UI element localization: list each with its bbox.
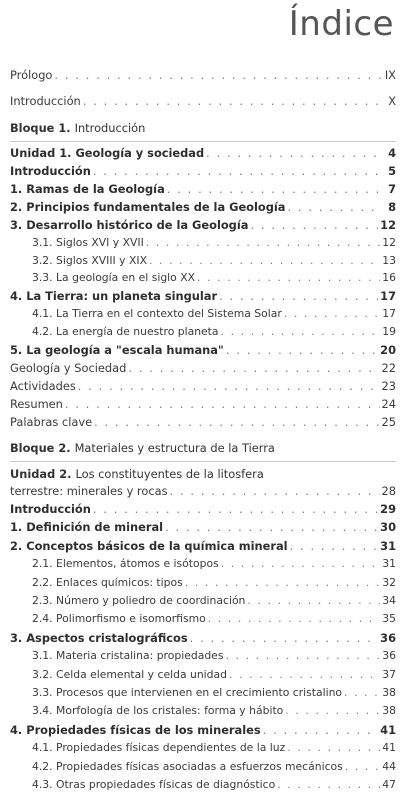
toc-page-number: 35	[382, 612, 396, 626]
dot-leader	[78, 379, 380, 393]
toc-page-number: 12	[380, 217, 396, 232]
toc-page-number: 20	[380, 343, 396, 357]
toc-entry-title: 4.1. Propiedades físicas dependientes de la luz	[32, 741, 286, 755]
toc-page-number: 37	[382, 667, 396, 681]
dot-leader	[226, 343, 378, 357]
dot-leader	[345, 760, 381, 773]
toc-entry[interactable]	[0, 397, 406, 413]
toc-page-number: 24	[381, 396, 396, 411]
toc-page-number: 19	[382, 325, 396, 339]
toc-page-number: 7	[388, 181, 396, 196]
toc-entry[interactable]	[0, 760, 406, 776]
toc-entry-title: Geología y Sociedad	[10, 360, 127, 375]
dot-leader	[93, 164, 382, 178]
bloque-2-heading-label: Bloque 2.	[10, 441, 75, 455]
toc-entry-title: terrestre: minerales y rocas	[10, 484, 168, 498]
toc-entry[interactable]	[0, 686, 406, 702]
toc-entry[interactable]	[0, 236, 406, 252]
toc-entry[interactable]	[0, 182, 406, 198]
toc-entry-title: 2.2. Enlaces químicos: tipos	[32, 575, 183, 589]
dot-leader	[94, 415, 379, 429]
toc-page-number: 32	[382, 575, 396, 589]
toc-entry-title: 3.4. Morfología de los cristales: forma y hábito	[32, 704, 284, 718]
toc-page-number: 30	[380, 520, 396, 535]
dot-leader	[170, 484, 380, 498]
toc-entry-title: 3.1. Materia cristalina: propiedades	[32, 649, 224, 663]
toc-page-number: 23	[381, 378, 396, 393]
toc-entry[interactable]	[0, 594, 406, 610]
dot-leader	[285, 704, 380, 717]
dot-leader	[83, 94, 382, 108]
toc-entry-title: 4.1. La Tierra en el contexto del Sistema Solar	[32, 307, 282, 321]
divider	[10, 461, 396, 462]
toc-page-number: 38	[382, 686, 396, 699]
toc-page-number: IX	[384, 68, 396, 82]
bloque-2-heading	[10, 441, 275, 455]
dot-leader	[221, 325, 381, 338]
page-title: Índice	[288, 4, 394, 44]
toc-entry[interactable]	[0, 415, 406, 431]
dot-leader	[225, 649, 380, 662]
toc-entry[interactable]	[0, 325, 406, 341]
dot-leader	[149, 254, 380, 267]
toc-entry-title: 3.2. Celda elemental y celda unidad	[32, 667, 227, 681]
toc-entry-title: 5. La geología a "escala humana"	[10, 343, 224, 357]
toc-page-number: 22	[381, 360, 396, 375]
toc-entry[interactable]	[0, 218, 406, 234]
toc-entry[interactable]	[0, 484, 406, 500]
divider	[10, 141, 396, 142]
bloque-1-heading-label: Bloque 1.	[10, 121, 75, 135]
dot-leader	[247, 594, 380, 607]
dot-leader	[65, 397, 380, 411]
toc-page-number: 38	[382, 704, 396, 718]
toc-page-number: 5	[388, 164, 396, 178]
toc-entry[interactable]	[0, 741, 406, 757]
dot-leader	[167, 182, 382, 196]
toc-entry-title: 3. Desarrollo histórico de la Geología	[10, 217, 249, 232]
dot-leader	[54, 68, 382, 82]
dot-leader	[290, 539, 379, 553]
toc-entry[interactable]	[0, 94, 406, 110]
toc-entry-title: 4.2. Propiedades físicas asociadas a esfuerzos mecánicos	[32, 759, 343, 773]
toc-entry[interactable]	[0, 704, 406, 720]
toc-entry-title: 1. Ramas de la Geología	[10, 181, 165, 196]
toc-entry-title: Introducción	[10, 164, 91, 178]
dot-leader	[185, 576, 381, 589]
toc-page-number: 36	[380, 630, 396, 645]
toc-entry-title: 3.3. Procesos que intervienen en el crecimiento cristalino	[32, 686, 343, 699]
toc-entry-title: Resumen	[10, 396, 63, 411]
toc-entry-title: 2. Conceptos básicos de la química mineral	[10, 538, 288, 553]
toc-entry[interactable]	[0, 361, 406, 377]
toc-entry[interactable]	[0, 146, 406, 162]
toc-entry-title: Unidad 1. Geología y sociedad	[10, 146, 205, 160]
unidad-2-title	[10, 467, 264, 481]
dot-leader	[93, 502, 378, 516]
toc-entry-title: 3.3. La geología en el siglo XX	[32, 271, 196, 285]
toc-entry[interactable]	[0, 723, 406, 739]
toc-entry-title: 2. Principios fundamentales de la Geología	[10, 199, 286, 214]
toc-entry-title: Actividades	[10, 378, 76, 393]
toc-entry-title: 4.3. Otras propiedades físicas de diagnóstico	[32, 778, 276, 791]
toc-entry[interactable]	[0, 576, 406, 592]
unidad-2-label: Unidad 2.	[10, 467, 76, 481]
toc-page-number: 13	[382, 253, 396, 267]
toc-entry-title: 3. Aspectos cristalográficos	[10, 630, 188, 645]
toc-entry-title: 4. La Tierra: un planeta singular	[10, 289, 218, 304]
toc-entry[interactable]	[0, 254, 406, 270]
dot-leader	[263, 723, 379, 737]
toc-entry[interactable]	[0, 539, 406, 555]
bloque-1-heading-title: Introducción	[74, 121, 146, 135]
dot-leader	[165, 520, 378, 534]
toc-page-number: 16	[382, 271, 396, 285]
dot-leader	[250, 218, 378, 232]
toc-entry[interactable]	[0, 612, 406, 628]
toc-page-number: 31	[380, 538, 396, 553]
toc-page-number: 41	[382, 741, 396, 755]
toc-page-number: X	[388, 94, 396, 108]
toc-entry[interactable]	[0, 343, 406, 359]
toc-entry[interactable]	[0, 649, 406, 665]
toc-entry[interactable]	[0, 307, 406, 323]
toc-entry[interactable]	[0, 520, 406, 536]
toc-entry-title: 1. Definición de mineral	[10, 520, 164, 535]
toc-entry[interactable]	[0, 200, 406, 216]
bloque-1-heading	[10, 121, 145, 135]
bloque-2-heading-title: Materiales y estructura de la Tierra	[74, 441, 275, 455]
toc-entry-title: 2.1. Elementos, átomos e isótopos	[32, 557, 219, 571]
toc-page-number: 29	[380, 502, 396, 516]
toc-entry-title: Palabras clave	[10, 414, 93, 429]
dot-leader	[197, 271, 380, 284]
toc-page-number: 17	[380, 289, 396, 304]
toc-entry-title: 4.2. La energía de nuestro planeta	[32, 325, 219, 339]
toc-entry[interactable]	[0, 557, 406, 573]
dot-leader	[287, 200, 382, 214]
toc-page-number: 12	[382, 235, 396, 249]
toc-page-number: 28	[381, 484, 396, 498]
dot-leader	[221, 557, 381, 570]
unidad-2-title-text: Los constituyentes de la litosfera	[75, 467, 264, 481]
dot-leader	[206, 146, 382, 160]
toc-page-number: 44	[382, 759, 396, 773]
toc-entry[interactable]	[0, 289, 406, 305]
dot-leader	[277, 778, 380, 791]
toc-entry[interactable]	[0, 502, 406, 518]
dot-leader	[146, 236, 380, 249]
dot-leader	[229, 668, 380, 681]
dot-leader	[219, 289, 378, 303]
toc-entry-title: 3.1. Siglos XVI y XVII	[32, 235, 144, 249]
toc-page-number: 25	[381, 414, 396, 429]
toc-page-number: 34	[382, 594, 396, 607]
toc-page-number: 36	[382, 649, 396, 663]
dot-leader	[284, 307, 380, 320]
toc-page-number: 17	[382, 307, 396, 321]
toc-entry[interactable]	[0, 68, 406, 84]
toc-page-number: 4	[388, 146, 396, 160]
toc-entry-title: 3.2. Siglos XVIII y XIX	[32, 253, 147, 267]
toc-entry-title: 2.4. Polimorfismo e isomorfismo	[32, 612, 206, 626]
toc-entry[interactable]	[0, 379, 406, 395]
dot-leader	[128, 361, 379, 375]
toc-entry[interactable]	[0, 778, 406, 794]
toc-page-number: 31	[382, 557, 396, 571]
toc-page-number: 8	[388, 199, 396, 214]
dot-leader	[344, 686, 380, 699]
toc-entry-title: 4. Propiedades físicas de los minerales	[10, 722, 261, 737]
toc-page-number: 41	[380, 722, 396, 737]
toc-entry-title: Introducción	[10, 94, 81, 108]
dot-leader	[190, 631, 379, 645]
toc-entry[interactable]	[0, 668, 406, 684]
dot-leader	[287, 741, 380, 754]
toc-entry[interactable]	[0, 271, 406, 287]
toc-entry-title: Introducción	[10, 502, 91, 516]
toc-entry[interactable]	[0, 631, 406, 647]
toc-page-number: 47	[382, 778, 396, 791]
toc-entry-title: 2.3. Número y poliedro de coordinación	[32, 594, 246, 607]
toc-entry-title: Prólogo	[10, 68, 53, 82]
toc-entry[interactable]	[0, 164, 406, 180]
dot-leader	[208, 612, 381, 625]
